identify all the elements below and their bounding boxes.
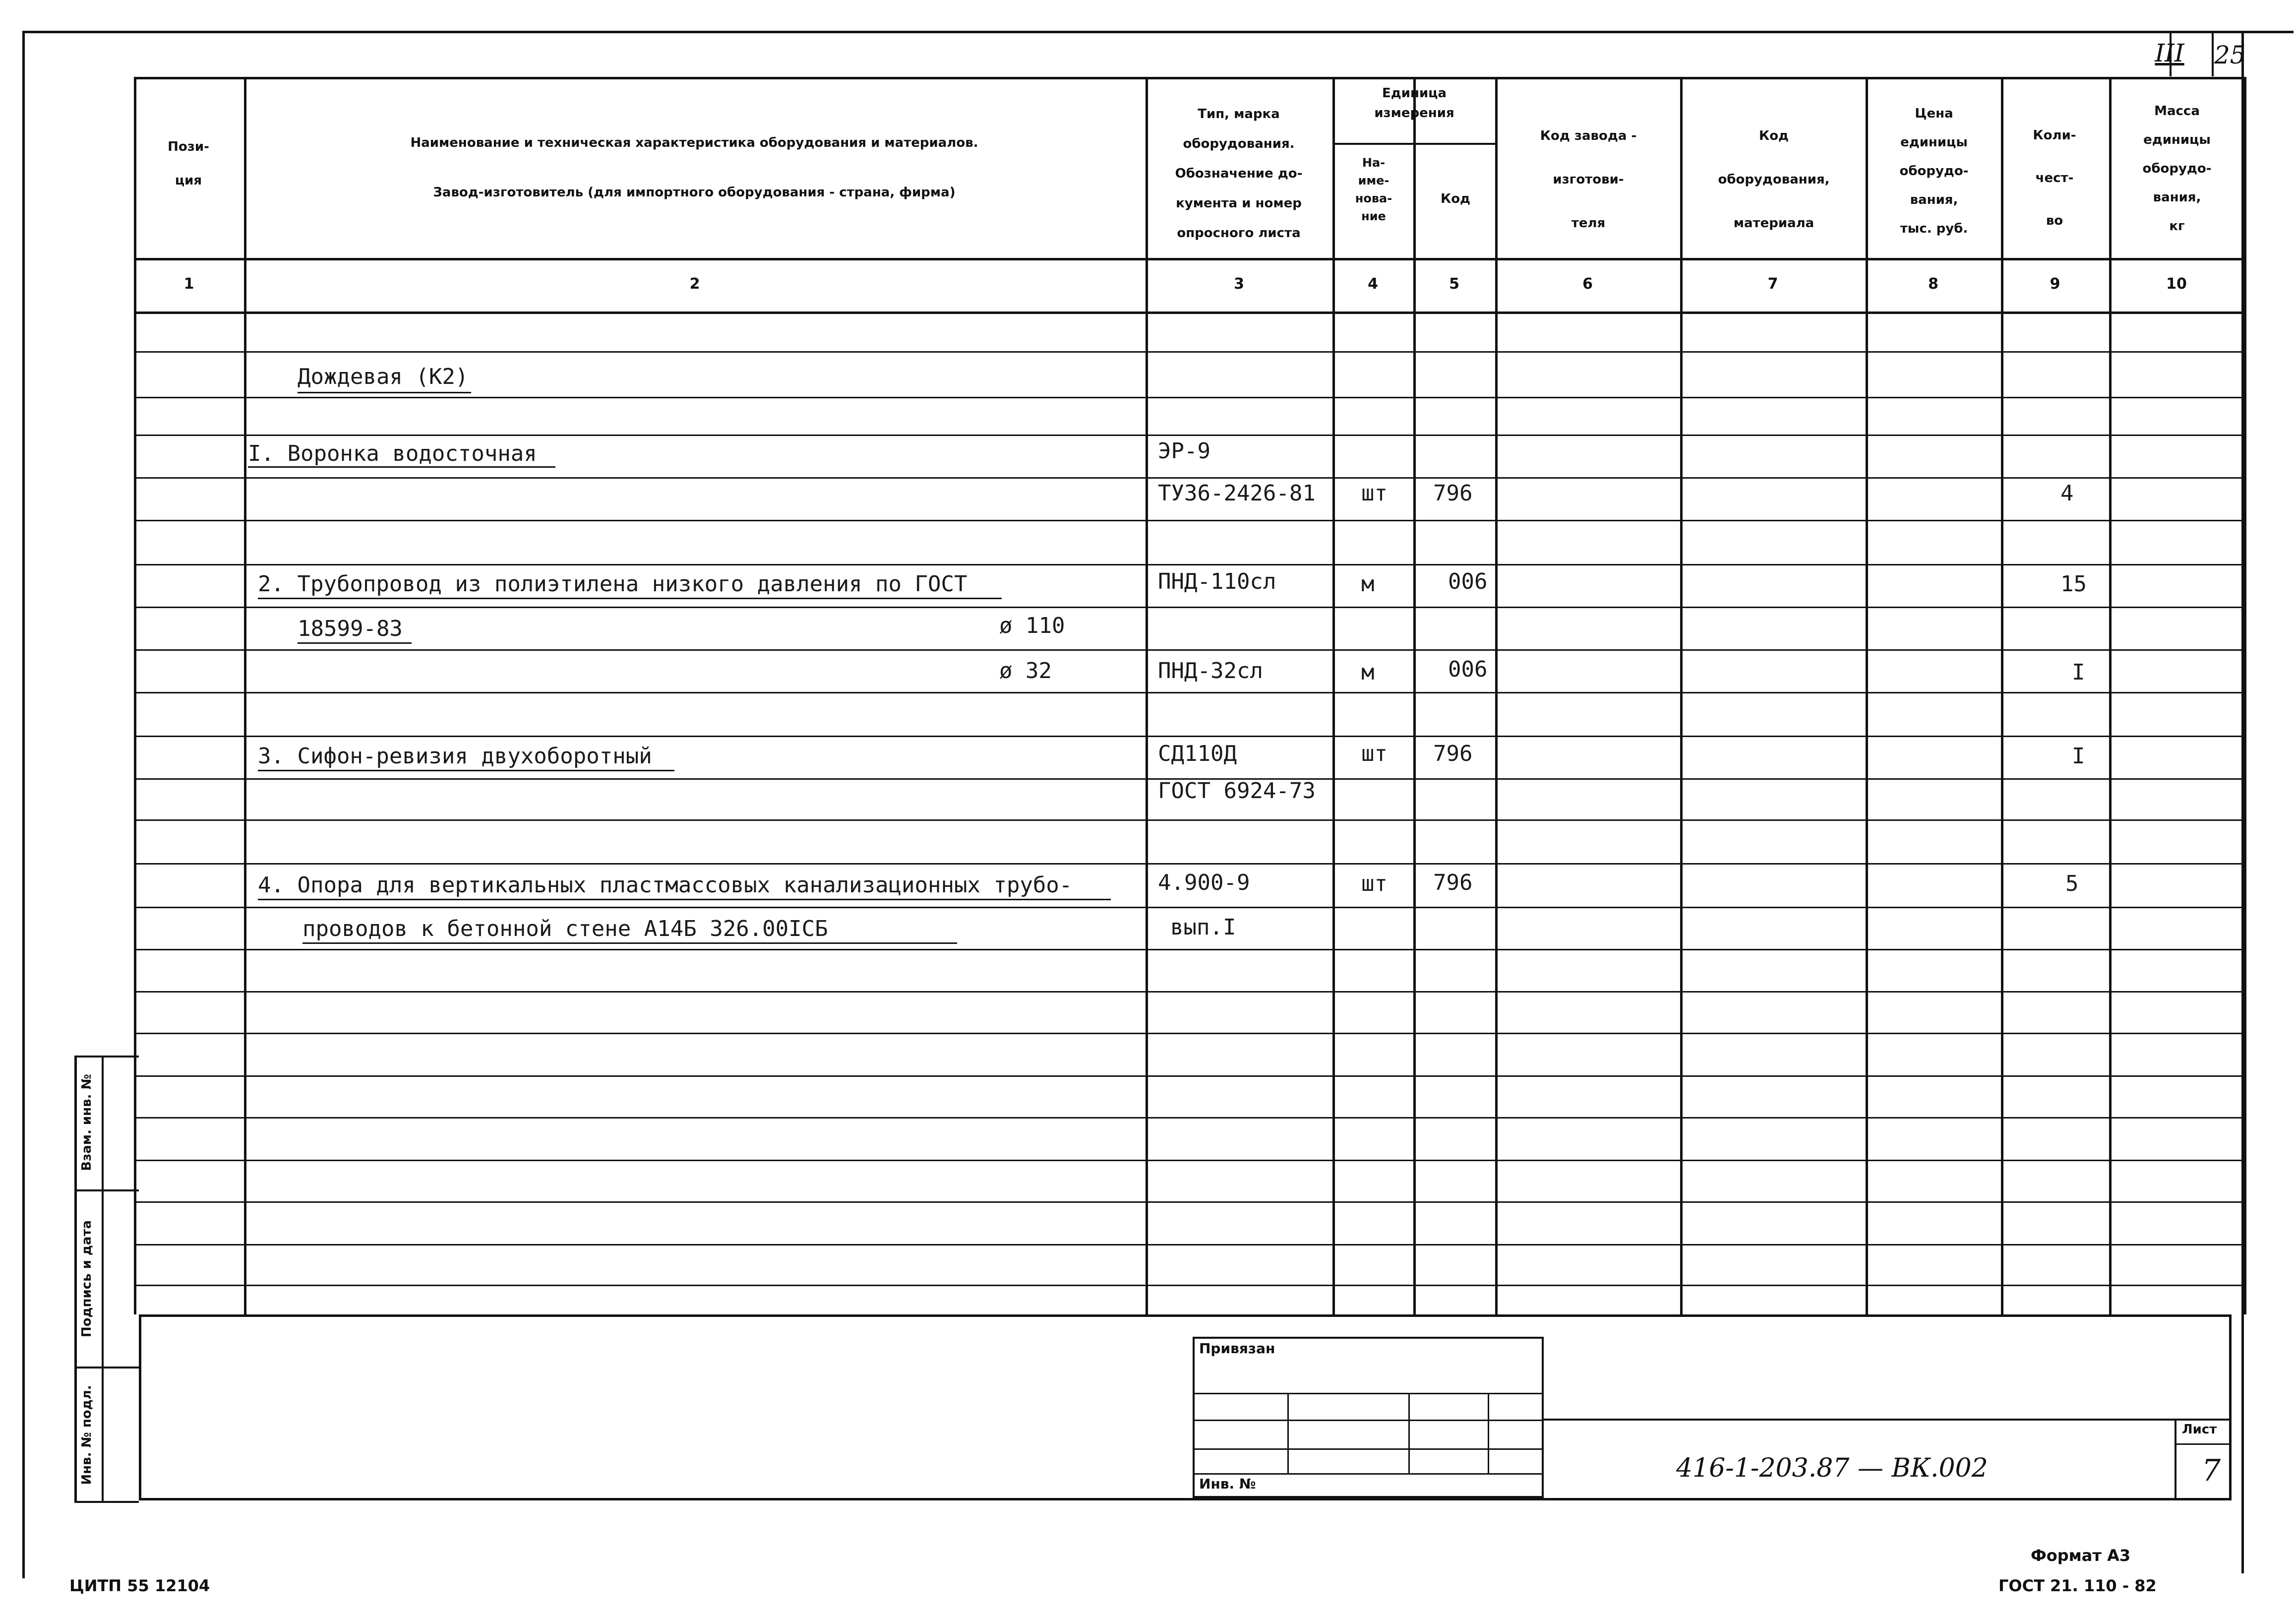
row-3-type: ПНД-110сл: [1158, 569, 1276, 594]
side-strip-sep-1: [74, 1189, 139, 1191]
header-quantity: Коли- чест- во: [2033, 128, 2076, 228]
unit-subheader-line: [1332, 143, 1495, 145]
underline-row-8: [258, 899, 1111, 900]
header-unit-name: На- име- нова- ние: [1355, 156, 1392, 223]
table-row-line: [134, 397, 2244, 398]
table-column-line: [1413, 77, 1416, 1314]
underline-row-1: [248, 466, 555, 468]
row-4-name: 18599-83: [298, 616, 403, 641]
table-column-line: [2244, 77, 2246, 1314]
corner-roman: III: [2155, 39, 2184, 67]
table-row-line: [134, 863, 2244, 865]
table-row-line: [134, 819, 2244, 821]
row-1-name: I. Воронка водосточная: [248, 441, 537, 466]
row-3-unit: м: [1361, 571, 1375, 597]
row-6-unit: шт: [1361, 741, 1388, 766]
table-column-line: [1146, 77, 1148, 1314]
table-row-line: [134, 311, 2244, 314]
table-row-line: [134, 1033, 2244, 1034]
table-column-line: [2109, 77, 2112, 1314]
titleblock-right: [2229, 1314, 2232, 1500]
header-unit: Единица измерения: [1374, 86, 1454, 121]
row-9-name: проводов к бетонной стене А14Б 326.00ICБ: [302, 916, 828, 941]
row-6-qty: I: [2072, 744, 2085, 769]
row-6-code: 796: [1433, 741, 1473, 766]
side-strip-top: [74, 1056, 139, 1057]
table-column-line: [2001, 77, 2003, 1314]
sheet-label: Лист: [2182, 1422, 2217, 1437]
table-column-line: [244, 77, 246, 1314]
header-manufacturer-code: Код завода - изготови- теля: [1540, 128, 1637, 231]
header-unit-code: Код: [1440, 191, 1471, 206]
row-1-type: ЭР-9: [1158, 438, 1210, 464]
privyazan-line-1: [1193, 1393, 1544, 1394]
header-type: Тип, марка оборудования. Обозначение до- кумента и номер опросного листа: [1175, 107, 1303, 241]
table-row-line: [134, 435, 2244, 436]
designation-row-top: [1544, 1419, 2231, 1421]
footer-registry-number: ЦИТП 55 12104: [69, 1576, 210, 1595]
footer-gost: ГОСТ 21. 110 - 82: [1998, 1576, 2157, 1595]
corner-box-divider-2: [2212, 31, 2214, 76]
column-number-8: 8: [1928, 275, 1938, 293]
table-row-line: [134, 607, 2244, 608]
corner-page-number: 25: [2214, 41, 2246, 69]
column-number-2: 2: [689, 275, 700, 293]
row-9-type: вып.I: [1170, 915, 1236, 940]
table-row-line: [134, 351, 2244, 353]
table-column-line: [134, 77, 136, 1314]
row-8-qty: 5: [2065, 871, 2079, 896]
table-row-line: [134, 692, 2244, 693]
table-row-line: [134, 649, 2244, 651]
table-column-line: [1332, 77, 1335, 1314]
table-row-line: [134, 1201, 2244, 1203]
column-number-1: 1: [183, 275, 194, 293]
document-designation: 416-1-203.87 — ВК.002: [1676, 1453, 1988, 1483]
row-2-unit: шт: [1361, 481, 1388, 506]
header-unit-mass: Масса единицы оборудо- вания, кг: [2142, 104, 2212, 234]
table-row-line: [134, 949, 2244, 950]
column-number-3: 3: [1234, 275, 1244, 293]
column-number-9: 9: [2050, 275, 2060, 293]
table-row-line: [134, 1075, 2244, 1077]
privyazan-line-3: [1193, 1448, 1544, 1450]
side-strip-left: [74, 1056, 77, 1503]
header-unit-price: Цена единицы оборудо- вания, тыс. руб.: [1899, 106, 1969, 236]
titleblock-bottom: [139, 1498, 2232, 1500]
row-5-type: ПНД-32сл: [1158, 658, 1263, 684]
row-5-qty: I: [2072, 660, 2085, 685]
table-row-line: [134, 1117, 2244, 1119]
row-6-type: СД110Д: [1158, 741, 1237, 766]
header-name: Наименование и техническая характеристика оборудования и материалов. Завод-изготовитель (для импортного оборудования - страна, фирма): [410, 135, 978, 200]
column-number-10: 10: [2166, 275, 2187, 293]
row-2-qty: 4: [2060, 481, 2074, 506]
privyazan-line-2: [1193, 1420, 1544, 1421]
row-3-qty: 15: [2060, 571, 2087, 597]
header-position: Пози- ция: [168, 139, 209, 188]
side-strip-mid: [102, 1056, 104, 1503]
footer-format: Формат А3: [2031, 1546, 2131, 1565]
privyazan-vline-2: [1408, 1393, 1410, 1475]
row-2-type: ТУ36-2426-81: [1158, 481, 1316, 506]
table-row-line: [134, 907, 2244, 908]
column-number-5: 5: [1449, 275, 1459, 293]
table-column-line: [1495, 77, 1498, 1314]
underline-row-4: [298, 642, 412, 644]
table-row-line: [134, 258, 2244, 260]
privyazan-vline-1: [1287, 1393, 1289, 1475]
table-column-line: [1866, 77, 1868, 1314]
side-label-signature-date: Подпись и дата: [79, 1220, 94, 1338]
table-left-extension: [139, 1314, 141, 1500]
row-5-unit: м: [1361, 660, 1375, 685]
column-number-4: 4: [1368, 275, 1378, 293]
column-number-7: 7: [1767, 275, 1778, 293]
row-8-name: 4. Опора для вертикальных пластмассовых канализационных трубо-: [258, 872, 1073, 898]
row-3-name: 2. Трубопровод из полиэтилена низкого давления по ГОСТ: [258, 571, 967, 597]
table-row-line: [134, 520, 2244, 521]
table-row-line: [134, 1244, 2244, 1245]
section-title: Дождевая (К2): [298, 364, 469, 389]
row-5-code: 006: [1448, 657, 1488, 682]
outer-frame-top: [22, 31, 2294, 33]
row-6-name: 3. Сифон-ревизия двухоборотный: [258, 744, 652, 769]
underline-section: [298, 392, 471, 393]
outer-frame-left: [22, 31, 25, 1578]
table-row-line: [134, 1160, 2244, 1161]
header-material-code: Код оборудования, материала: [1718, 128, 1830, 231]
sheet-box-divider: [2175, 1443, 2231, 1445]
sheet-number: 7: [2202, 1453, 2221, 1488]
row-8-unit: шт: [1361, 871, 1388, 896]
table-row-line: [134, 1285, 2244, 1286]
underline-row-3: [258, 598, 1002, 599]
underline-row-9: [302, 942, 957, 944]
row-2-code: 796: [1433, 481, 1473, 506]
inv-number-label: Инв. №: [1199, 1476, 1256, 1492]
privyazan-label: Привязан: [1199, 1340, 1275, 1357]
side-label-inv-original: Инв. № подл.: [79, 1385, 94, 1485]
table-row-line: [134, 564, 2244, 565]
row-4-diameter: ø 110: [999, 613, 1065, 638]
privyazan-line-4: [1193, 1473, 1544, 1475]
side-label-replace-inv: Взам. инв. №: [79, 1074, 94, 1171]
table-column-line: [1680, 77, 1683, 1314]
row-8-code: 796: [1433, 870, 1473, 895]
row-3-code: 006: [1448, 569, 1488, 594]
row-7-type: ГОСТ 6924-73: [1158, 778, 1316, 804]
row-8-type: 4.900-9: [1158, 870, 1250, 895]
table-bottom-border: [139, 1314, 2232, 1317]
column-number-6: 6: [1582, 275, 1593, 293]
sheet-box-left: [2175, 1419, 2176, 1499]
table-top-border: [134, 77, 2244, 79]
underline-row-6: [258, 770, 674, 771]
table-row-line: [134, 736, 2244, 737]
privyazan-vline-3: [1488, 1393, 1489, 1475]
row-5-diameter: ø 32: [999, 658, 1052, 684]
table-row-line: [134, 991, 2244, 993]
